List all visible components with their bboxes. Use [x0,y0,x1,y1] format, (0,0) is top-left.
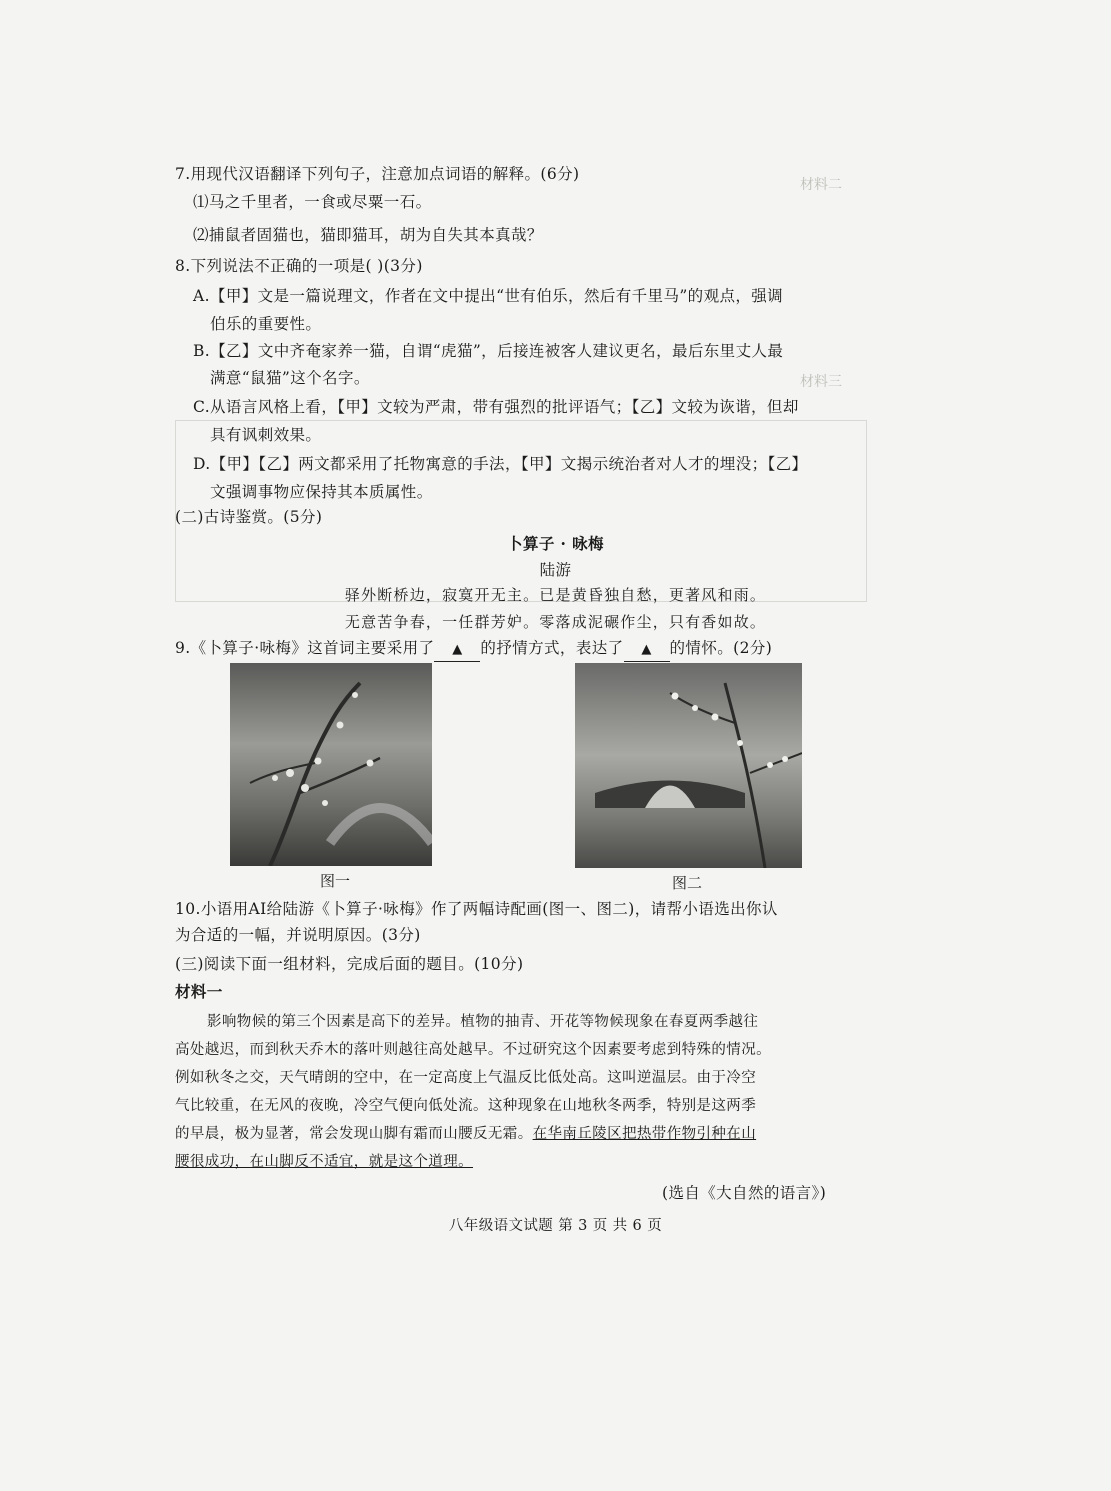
material-1-line-4: 气比较重，在无风的夜晚，冷空气便向低处流。这种现象在山地秋冬两季，特别是这两季 [175,1098,757,1114]
q9-line [175,637,772,662]
q8-option-b: B.【乙】文中齐奄家养一猫，自谓“虎猫”，后接连被客人建议更名，最后东里丈人最 [193,342,784,360]
material-1-line-5a: 的早晨，极为显著，常会发现山脚有霜而山腰反无霜。 [175,1126,533,1142]
material-1-line-1: 影响物候的第三个因素是高下的差异。植物的抽青、开花等物候现象在春夏两季越往 [207,1014,759,1030]
material-1-line-2: 高处越迟，而到秋天乔木的落叶则越往高处越早。不过研究这个因素要考虑到特殊的情况。 [175,1042,771,1058]
section-3-heading: (三)阅读下面一组材料，完成后面的题目。(10分) [175,955,524,973]
q9-text-mid: 的抒情方式，表达了 [480,639,624,657]
material-1-line-6-underlined: 腰很成功，在山脚反不适宜，就是这个道理。 [175,1154,473,1170]
figure-2-plum-bridge-image [575,663,802,868]
material-1-underlined-sentence: 在华南丘陵区把热带作物引种在山 [532,1126,757,1142]
q9-answer-blank-1[interactable]: ▲ [434,639,480,662]
material-1-line-3: 例如秋冬之交，天气晴朗的空中，在一定高度上气温反比低处高。这叫逆温层。由于冷空 [175,1070,757,1086]
bleed-text: 材料三 [800,374,842,390]
poem-title: 卜算子 · 咏梅 [507,534,604,553]
q8-option-b-cont: 满意“鼠猫”这个名字。 [210,369,370,387]
material-1-source: (选自《大自然的语言》) [662,1184,827,1202]
bleed-text: 材料二 [800,177,842,193]
q8-option-d-cont: 文强调事物应保持其本质属性。 [210,483,433,501]
figure-1-plum-bridge-image [230,663,432,866]
q8-title: 8.下列说法不正确的一项是( )(3分) [175,257,423,275]
q8-option-c-cont: 具有讽刺效果。 [210,426,322,444]
q7-sentence-1: ⑴马之千里者，一食或尽粟一石。 [193,193,432,211]
q9-answer-blank-2[interactable]: ▲ [624,639,670,662]
q8-option-a: A.【甲】文是一篇说理文，作者在文中提出“世有伯乐，然后有千里马”的观点，强调 [193,287,784,305]
q10-line-1: 10.小语用AI给陆游《卜算子·咏梅》作了两幅诗配画(图一、图二)，请帮小语选出你认 [175,900,778,918]
q8-option-a-cont: 伯乐的重要性。 [210,315,322,333]
q8-option-d: D.【甲】【乙】两文都采用了托物寓意的手法，【甲】文揭示统治者对人才的埋没；【乙】 [193,455,808,473]
figure-2-caption: 图二 [672,874,703,892]
poem-line-2: 无意苦争春，一任群芳妒。零落成泥碾作尘，只有香如故。 [344,613,767,631]
poem-line-1: 驿外断桥边，寂寞开无主。已是黄昏独自愁，更著风和雨。 [344,586,767,604]
section-2-heading: (二)古诗鉴赏。(5分) [175,508,323,526]
page-footer: 八年级语文试题 第 3 页 共 6 页 [448,1218,663,1234]
q9-text-post: 的情怀。(2分) [669,639,773,657]
poem-author: 陆游 [539,561,572,579]
material-1-heading: 材料一 [175,982,223,1001]
q7-sentence-2: ⑵捕鼠者固猫也，猫即猫耳，胡为自失其本真哉？ [193,226,543,244]
q8-option-c: C.从语言风格上看，【甲】文较为严肃，带有强烈的批评语气；【乙】文较为诙谐，但却 [193,398,799,416]
q10-line-2: 为合适的一幅，并说明原因。(3分) [175,926,421,944]
q9-text-pre: 9.《卜算子·咏梅》这首词主要采用了 [175,639,435,657]
q7-title: 7.用现代汉语翻译下列句子，注意加点词语的解释。(6分) [175,165,580,183]
material-1-line-5 [175,1123,756,1145]
figure-1-caption: 图一 [320,872,351,890]
